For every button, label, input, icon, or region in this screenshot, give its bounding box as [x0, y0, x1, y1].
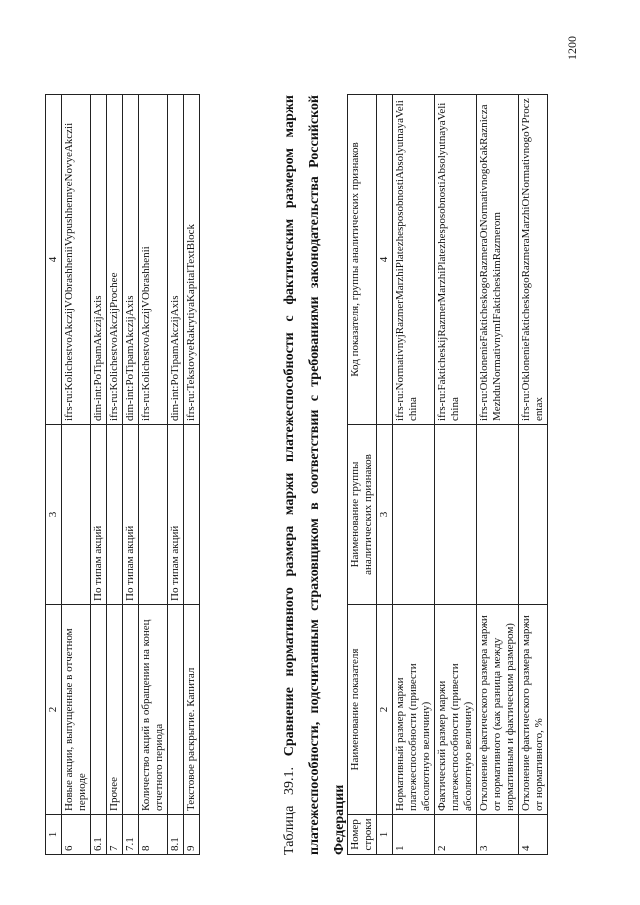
column-number: 1: [46, 815, 62, 855]
table-caption: [277, 95, 352, 855]
row-number: 4: [519, 815, 548, 855]
group-name: По типам акций: [168, 425, 184, 605]
indicator-name: Фактический размер маржи платежеспособности (привести абсолютную величину): [435, 605, 477, 815]
table-row: [393, 95, 435, 855]
column-number: 4: [377, 95, 393, 425]
group-name: По типам акций: [91, 425, 107, 605]
table-row: [139, 95, 168, 855]
column-number: 3: [46, 425, 62, 605]
column-number-row: [46, 95, 62, 855]
group-name: По типам акций: [123, 425, 139, 605]
row-number: 9: [184, 815, 200, 855]
table-row: [519, 95, 548, 855]
indicator-code: ifrs-ru:KolichestvoAkczijVObrashheniiVypushhennyeNovyeAkczii: [62, 95, 91, 425]
indicator-name: Новые акции, выпущенные в отчетном периоде: [62, 605, 91, 815]
table-row: [123, 95, 139, 855]
indicator-name: [123, 605, 139, 815]
indicator-code: ifrs-ru:NormativnyjRazmerMarzhiPlatezhesposobnostiAbsolyutnayaVelichina: [393, 95, 435, 425]
column-number: 2: [46, 605, 62, 815]
group-name: [435, 425, 477, 605]
row-number: 6: [62, 815, 91, 855]
row-number: 7.1: [123, 815, 139, 855]
solvency-margin-table: [347, 94, 548, 855]
group-name: [184, 425, 200, 605]
row-number: 2: [435, 815, 477, 855]
indicator-name: Текстовое раскрытие. Капитал: [184, 605, 200, 815]
indicator-code: dim-int:PoTipamAkczijAxis: [168, 95, 184, 425]
row-number: 1: [393, 815, 435, 855]
indicator-code: ifrs-ru:KolichestvoAkczijProchee: [107, 95, 123, 425]
header-group-name: Наименование группы аналитических признаков: [348, 425, 377, 605]
row-number: 7: [107, 815, 123, 855]
header-indicator-name: Наименование показателя: [348, 605, 377, 815]
column-number: 4: [46, 95, 62, 425]
shares-table: [45, 94, 200, 855]
indicator-name: Прочее: [107, 605, 123, 815]
group-name: [107, 425, 123, 605]
column-number: 1: [377, 815, 393, 855]
group-name: [519, 425, 548, 605]
row-number: 8: [139, 815, 168, 855]
header-row-number: Номер строки: [348, 815, 377, 855]
indicator-code: ifrs-ru:OtklonenieFakticheskogoRazmeraOtNormativnogoKakRazniczaMezhduNormativnymIFakticheskimRazmerom: [477, 95, 519, 425]
indicator-name: [168, 605, 184, 815]
header-indicator-code: Код показателя, группы аналитических признаков: [348, 95, 377, 425]
column-number: 2: [377, 605, 393, 815]
indicator-name: Количество акций в обращении на конец отчетного периода: [139, 605, 168, 815]
indicator-name: Отклонение фактического размера маржи от нормативного, %: [519, 605, 548, 815]
table-row: [107, 95, 123, 855]
indicator-code: dim-int:PoTipamAkczijAxis: [91, 95, 107, 425]
table-row: [477, 95, 519, 855]
page-number: 1200: [565, 36, 579, 60]
indicator-code: dim-int:PoTipamAkczijAxis: [123, 95, 139, 425]
table-row: [91, 95, 107, 855]
group-name: [393, 425, 435, 605]
indicator-name: Нормативный размер маржи платежеспособности (привести абсолютную величину): [393, 605, 435, 815]
group-name: [62, 425, 91, 605]
group-name: [139, 425, 168, 605]
caption-prefix: Таблица 39.1.: [282, 766, 297, 855]
column-number-row: [377, 95, 393, 855]
caption-title: Сравнение нормативного размера маржи платежеспособности с фактическим размером маржи платежеспособности, подсчитанным страховщиком в соответствии с требованиями законодательства Российской Федерации: [282, 95, 347, 855]
row-number: 8.1: [168, 815, 184, 855]
indicator-code: ifrs-ru:TekstovyeRakrytiyaKapitalTextBlock: [184, 95, 200, 425]
rotated-content: [45, 25, 605, 855]
table-row: [62, 95, 91, 855]
row-number: 3: [477, 815, 519, 855]
group-name: [477, 425, 519, 605]
table-row: [435, 95, 477, 855]
indicator-code: ifrs-ru:KolichestvoAkczijVObrashhenii: [139, 95, 168, 425]
row-number: 6.1: [91, 815, 107, 855]
indicator-code: ifrs-ru:FakticheskijRazmerMarzhiPlatezhesposobnostiAbsolyutnayaVelichina: [435, 95, 477, 425]
header-row: [348, 95, 377, 855]
indicator-name: Отклонение фактического размера маржи от нормативного (как разница между нормативным и фактическим размером): [477, 605, 519, 815]
indicator-name: [91, 605, 107, 815]
table-row: [184, 95, 200, 855]
table-row: [168, 95, 184, 855]
column-number: 3: [377, 425, 393, 605]
indicator-code: ifrs-ru:OtklonenieFakticheskogoRazmeraMarzhiOtNormativnogoVProczentax: [519, 95, 548, 425]
